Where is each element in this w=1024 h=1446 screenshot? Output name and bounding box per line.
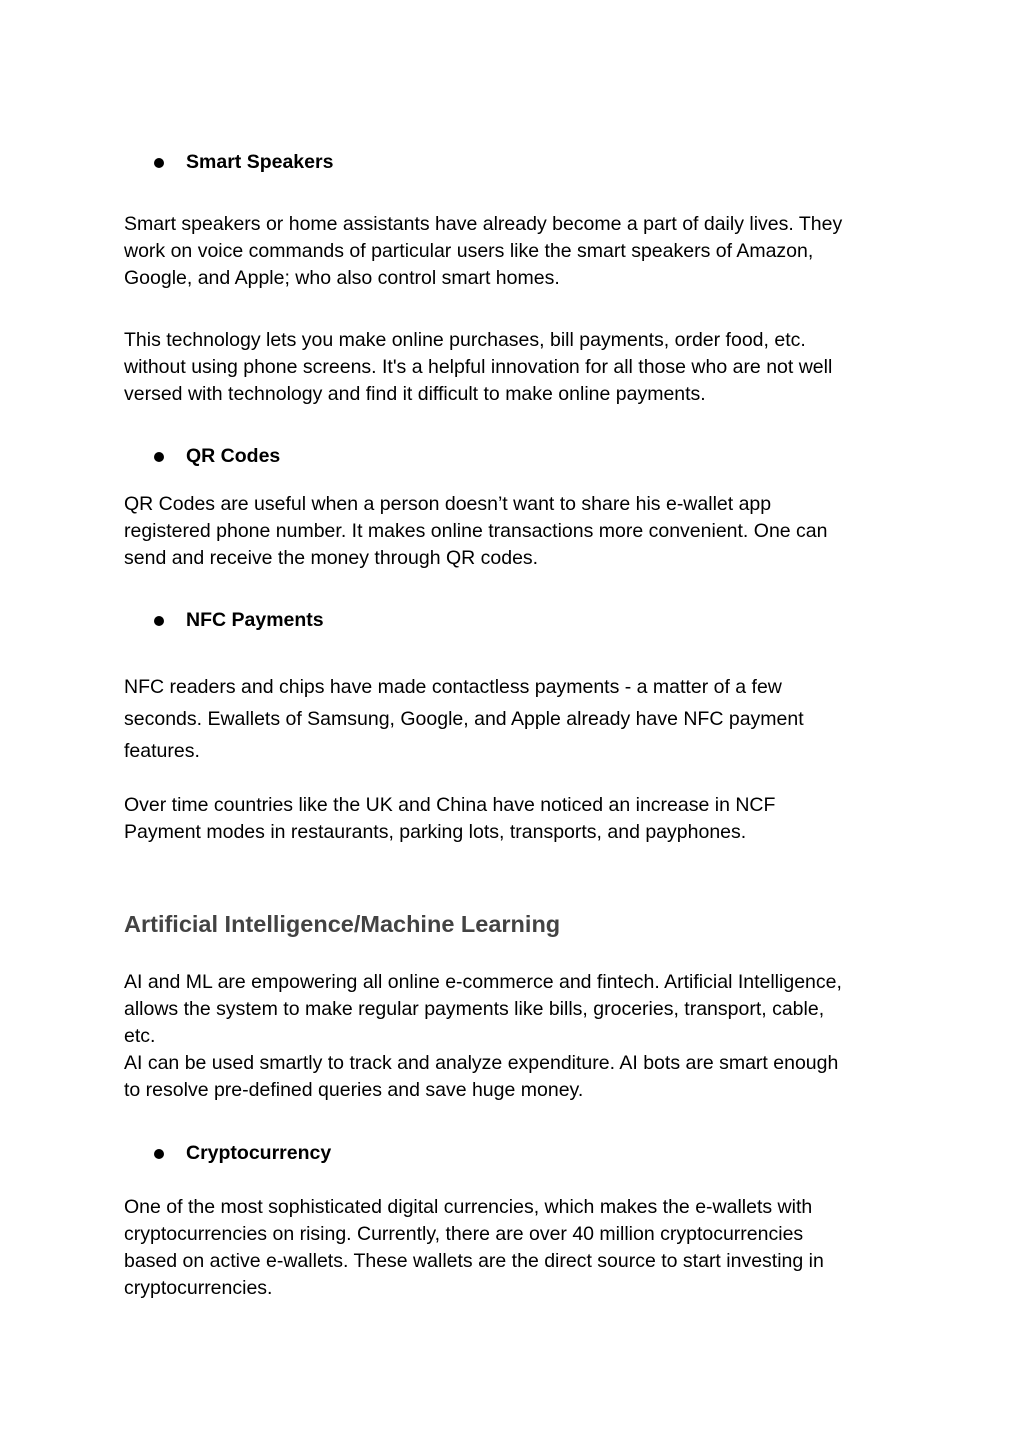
bullet-dot-icon bbox=[154, 1149, 164, 1159]
paragraph-qr-codes: QR Codes are useful when a person doesn’t want to share his e-wallet app registered phone number. It makes online transactions more convenient. One can send and receive the money through QR codes. bbox=[124, 493, 828, 569]
bullet-label: Cryptocurrency bbox=[186, 1142, 332, 1164]
bullet-cryptocurrency bbox=[154, 1140, 331, 1167]
bullet-dot-icon bbox=[154, 452, 164, 462]
bullet-label: NFC Payments bbox=[186, 609, 324, 631]
paragraph-nfc-payments-2: Over time countries like the UK and China have noticed an increase in NCF Payment modes in restaurants, parking lots, transports, and payphones. bbox=[124, 794, 776, 843]
bullet-dot-icon bbox=[154, 616, 164, 626]
paragraph-ai-ml: AI and ML are empowering all online e-commerce and fintech. Artificial Intelligence, allows the system to make regular payments like bills, groceries, transport, cable, etc. AI can be used smartly to track and analyze expenditure. AI bots are smart enough to resolve pre-defined queries and save huge money. bbox=[124, 971, 842, 1101]
bullet-qr-codes bbox=[154, 443, 280, 470]
bullet-dot-icon bbox=[154, 158, 164, 168]
paragraph-smart-speakers-1: Smart speakers or home assistants have already become a part of daily lives. They work on voice commands of particular users like the smart speakers of Amazon, Google, and Apple; who also control smart homes. bbox=[124, 213, 843, 289]
paragraph-cryptocurrency: One of the most sophisticated digital currencies, which makes the e-wallets with cryptocurrencies on rising. Currently, there are over 40 million cryptocurrencies based on active e-wallets. These wallets are the direct source to start investing in cryptocurrencies. bbox=[124, 1196, 824, 1299]
paragraph-nfc-payments-1: NFC readers and chips have made contactless payments - a matter of a few seconds. Ewallets of Samsung, Google, and Apple already have NFC payment features. bbox=[124, 676, 804, 762]
bullet-nfc-payments bbox=[154, 607, 324, 634]
bullet-smart-speakers bbox=[154, 149, 333, 176]
section-heading-ai-ml: Artificial Intelligence/Machine Learning bbox=[124, 911, 561, 937]
bullet-label: Smart Speakers bbox=[186, 151, 334, 173]
bullet-label: QR Codes bbox=[186, 445, 281, 467]
paragraph-smart-speakers-2: This technology lets you make online purchases, bill payments, order food, etc. without using phone screens. It's a helpful innovation for all those who are not well versed with technology and find it difficult to make online payments. bbox=[124, 329, 833, 405]
